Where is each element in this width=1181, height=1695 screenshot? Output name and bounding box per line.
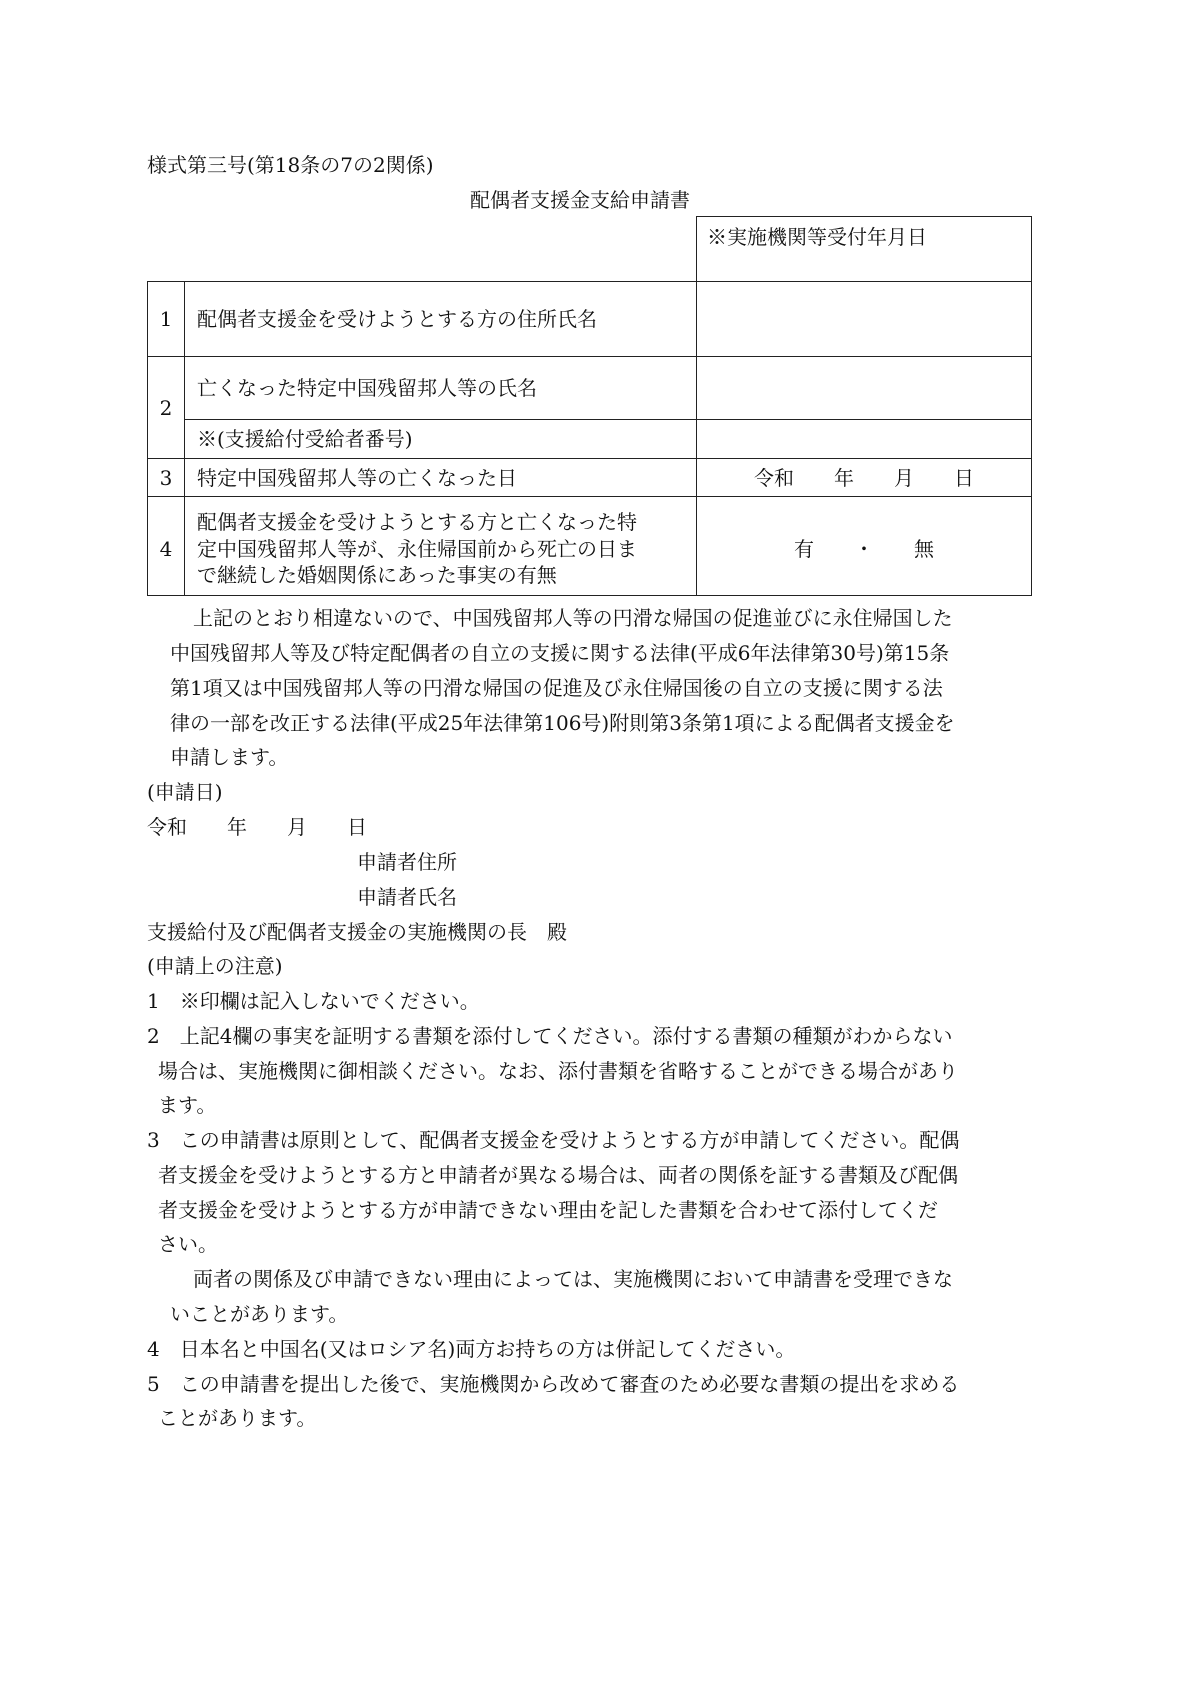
form-number: 様式第三号(第18条の7の2関係) [147,153,434,177]
declaration-line: 上記のとおり相違ないので、中国残留邦人等の円滑な帰国の促進並びに永住帰国した [193,606,953,630]
note-line: ことがあります。 [158,1406,317,1430]
death-date-value: 令和 年 月 日 [754,466,974,490]
declaration-line: 中国残留邦人等及び特定配偶者の自立の支援に関する法律(平成6年法律第30号)第15条 [170,641,950,665]
row-label-line: 定中国残留邦人等が、永住帰国前から死亡の日ま [197,537,637,561]
application-date: 令和 年 月 日 [147,815,367,839]
row-number: 2 [159,396,173,420]
addressee: 支援給付及び配偶者支援金の実施機関の長 殿 [147,920,567,944]
note-line: 場合は、実施機関に御相談ください。なお、添付書類を省略することができる場合があり [158,1059,958,1083]
row-sublabel: ※(支援給付受給者番号) [197,427,413,451]
application-date-heading: (申請日) [147,780,223,804]
row-label: 亡くなった特定中国残留邦人等の氏名 [197,376,537,400]
page-title: 配偶者支援金支給申請書 [470,188,690,212]
row-label-line: で継続した婚姻関係にあった事実の有無 [197,563,557,587]
note-line: 1 ※印欄は記入しないでください。 [147,989,480,1013]
row-label: 特定中国残留邦人等の亡くなった日 [197,466,517,490]
notes-heading: (申請上の注意) [147,954,283,978]
note-line: 3 この申請書は原則として、配偶者支援金を受けようとする方が申請してください。配偶 [147,1128,960,1152]
note-line: 者支援金を受けようとする方と申請者が異なる場合は、両者の関係を証する書類及び配偶 [158,1163,958,1187]
row-label: 配偶者支援金を受けようとする方の住所氏名 [197,307,597,331]
note-line: さい。 [158,1232,218,1256]
note-line: ます。 [158,1093,217,1117]
row-number: 1 [159,307,173,331]
note-line: 両者の関係及び申請できない理由によっては、実施機関において申請書を受理できな [193,1267,953,1291]
marriage-fact-choice: 有 ・ 無 [794,537,934,561]
declaration-line: 申請します。 [170,745,289,769]
note-line: いことがあります。 [170,1302,349,1326]
row-number: 3 [159,466,173,490]
note-line: 者支援金を受けようとする方が申請できない理由を記した書類を合わせて添付してくだ [158,1198,938,1222]
declaration-line: 第1項又は中国残留邦人等の円滑な帰国の促進及び永住帰国後の自立の支援に関する法 [170,676,943,700]
row-label-line: 配偶者支援金を受けようとする方と亡くなった特 [197,510,637,534]
note-line: 4 日本名と中国名(又はロシア名)両方お持ちの方は併記してください。 [147,1337,796,1361]
declaration-line: 律の一部を改正する法律(平成25年法律第106号)附則第3条第1項による配偶者支援金を [170,711,955,735]
row-number: 4 [159,537,173,561]
applicant-address-label: 申請者住所 [357,850,457,874]
note-line: 5 この申請書を提出した後で、実施機関から改めて審査のため必要な書類の提出を求める [147,1372,960,1396]
note-line: 2 上記4欄の事実を証明する書類を添付してください。添付する書類の種類がわからない [147,1024,953,1048]
receipt-box-label: ※実施機関等受付年月日 [707,225,927,249]
applicant-name-label: 申請者氏名 [357,885,457,909]
